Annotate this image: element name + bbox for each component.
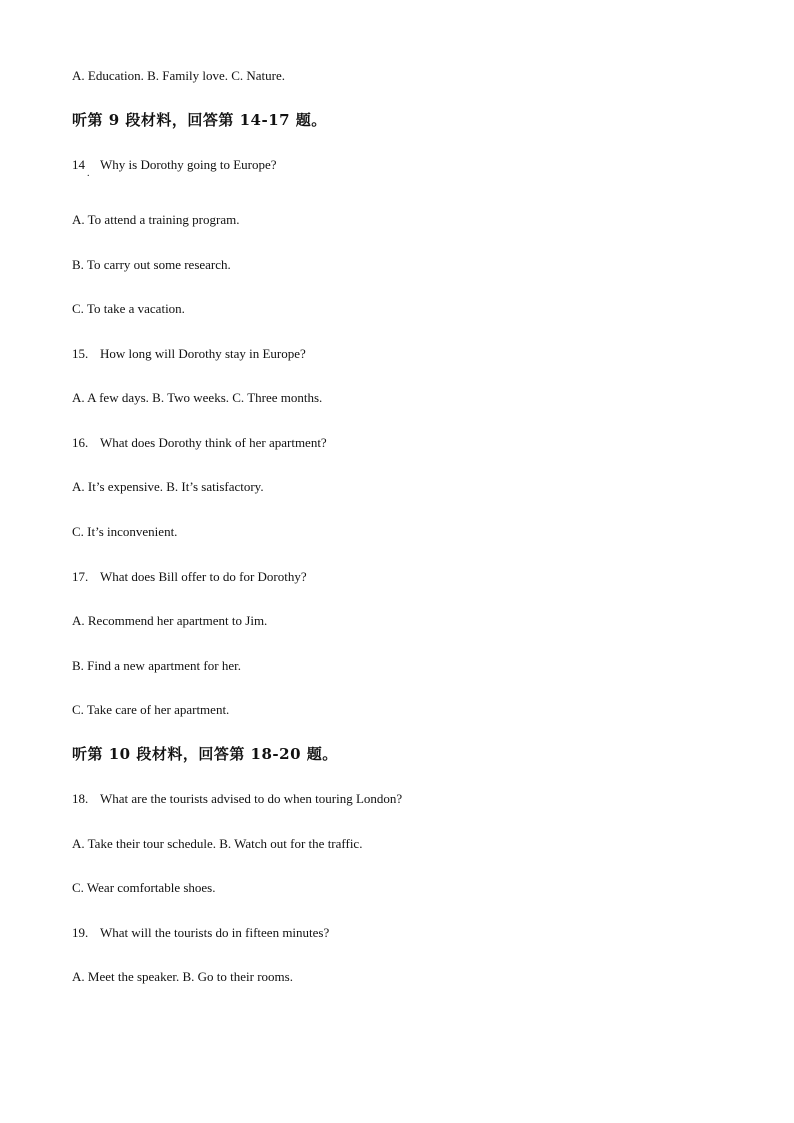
question-number: 16. [72,435,89,450]
question-19 [72,925,329,941]
question-number-dot: . [87,168,90,179]
question-number: 19. [72,925,89,940]
option-17-b: B. Find a new apartment for her. [72,658,241,673]
question-17 [72,569,307,585]
option-17-a: A. Recommend her apartment to Jim. [72,613,268,628]
option-14-b: B. To carry out some research. [72,257,231,272]
question-text: What does Dorothy think of her apartment? [100,435,327,450]
question-text: What are the tourists advised to do when touring London? [100,791,403,806]
option-18-c: C. Wear comfortable shoes. [72,880,216,895]
option-14-a: A. To attend a training program. [72,212,240,227]
question-16 [72,435,327,451]
options-15: A. A few days. B. Two weeks. C. Three months. [72,390,323,405]
section-heading-9: 听第 9 段材料，回答第 14-17 题。 [72,111,327,129]
question-text: What does Bill offer to do for Dorothy? [100,569,307,584]
question-18 [72,791,402,807]
question-number: 14 [72,157,85,172]
question-14 [72,157,277,179]
options-19-ab: A. Meet the speaker. B. Go to their rooms. [72,969,293,984]
option-16-c: C. It’s inconvenient. [72,524,178,539]
question-number: 15. [72,346,89,361]
options-18-ab: A. Take their tour schedule. B. Watch out for the traffic. [72,836,363,851]
option-line-education-family-nature: A. Education. B. Family love. C. Nature. [72,68,286,83]
question-text: Why is Dorothy going to Europe? [100,157,277,172]
question-number: 17. [72,569,89,584]
question-number: 18. [72,791,89,806]
question-15 [72,346,306,362]
option-17-c: C. Take care of her apartment. [72,702,230,717]
question-text: How long will Dorothy stay in Europe? [100,346,306,361]
section-heading-10: 听第 10 段材料，回答第 18-20 题。 [72,745,338,763]
option-14-c: C. To take a vacation. [72,301,185,316]
options-16-ab: A. It’s expensive. B. It’s satisfactory. [72,479,264,494]
question-text: What will the tourists do in fifteen minutes? [100,925,330,940]
